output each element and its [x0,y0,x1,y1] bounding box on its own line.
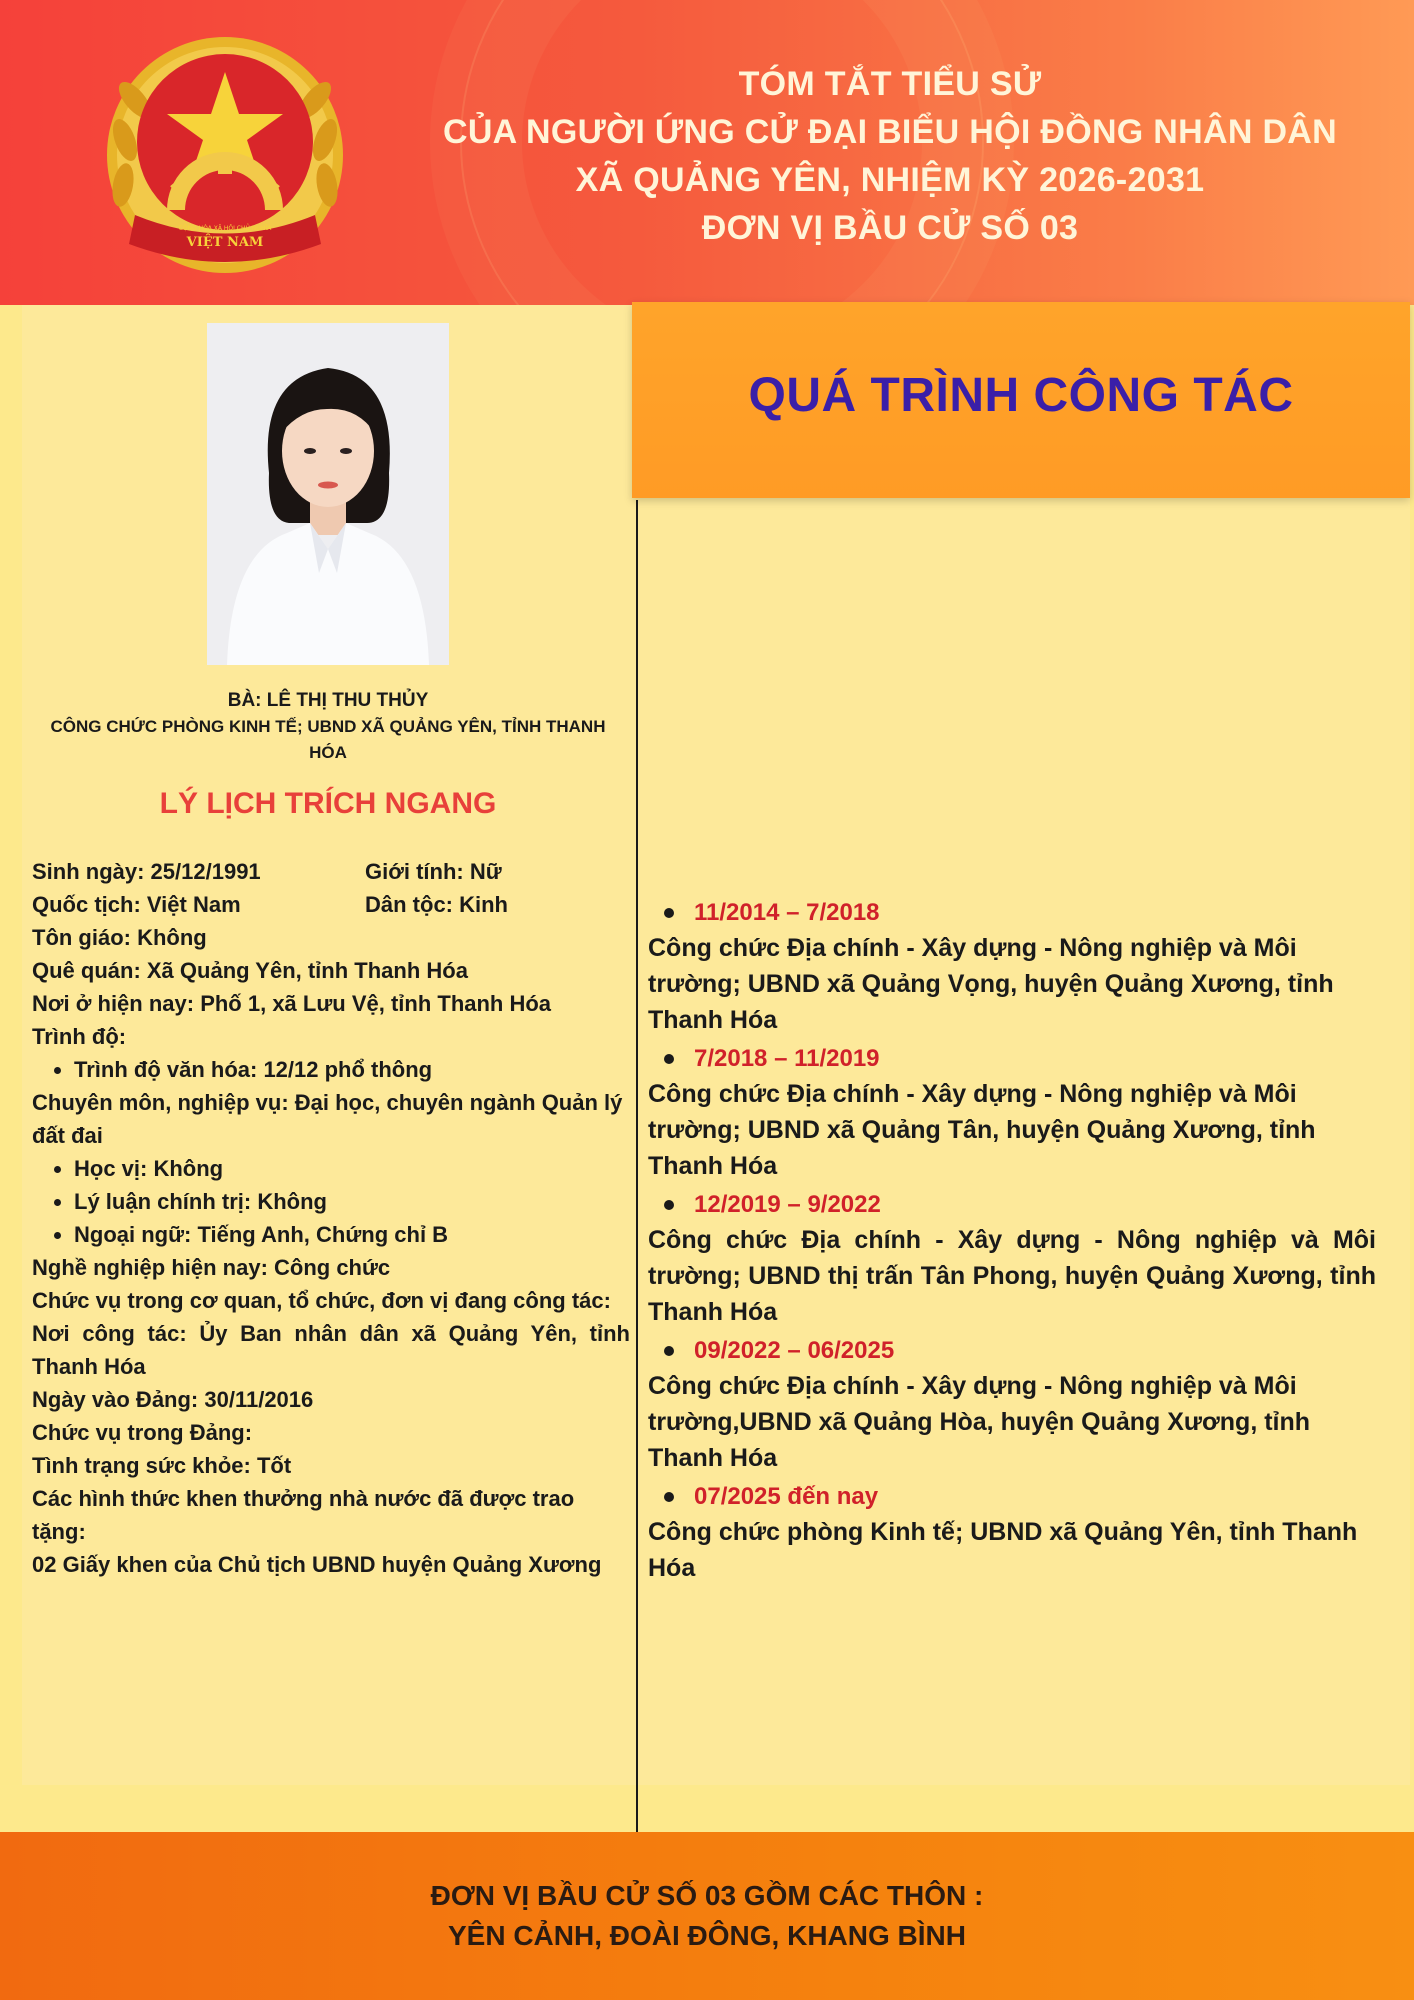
career-period [648,896,1376,930]
candidate-photo [207,323,449,665]
party-join-date: Ngày vào Đảng: 30/11/2016 [32,1387,314,1412]
position: Chức vụ trong cơ quan, tổ chức, đơn vị đang công tác: [32,1288,611,1313]
footer-line-2: YÊN CẢNH, ĐOÀI ĐÔNG, KHANG BÌNH [447,1920,966,1951]
bio-row [32,855,630,888]
period-dates: 12/2019 – 9/2022 [694,1191,881,1218]
title-line-4: ĐƠN VỊ BẦU CỬ SỐ 03 [701,209,1079,247]
column-divider [636,500,638,1832]
foreign-language: • Ngoại ngữ: Tiếng Anh, Chứng chỉ B [74,1218,630,1251]
degree: • Học vị: Không [74,1152,630,1185]
period-dates: 11/2014 – 7/2018 [694,899,880,926]
birth-date: Sinh ngày: 25/12/1991 [32,859,261,884]
period-description: Công chức Địa chính - Xây dựng - Nông nghiệp và Môi trường,UBND xã Quảng Hòa, huyện Quảng Xương, tỉnh Thanh Hóa [648,1372,1311,1472]
bullet-icon [664,1492,674,1502]
period-dates: 7/2018 – 11/2019 [694,1045,880,1072]
period-dates: 09/2022 – 06/2025 [694,1337,895,1364]
svg-text:CỘNG HÒA XÃ HỘI CHỦ NGHĨA: CỘNG HÒA XÃ HỘI CHỦ NGHĨA [178,225,272,232]
specialty: Chuyên môn, nghiệp vụ: Đại học, chuyên ngành Quản lý đất đai [32,1090,623,1148]
period-description: Công chức Địa chính - Xây dựng - Nông nghiệp và Môi trường; UBND thị trấn Tân Phong, huyện Quảng Xương, tỉnh Thanh Hóa [648,1226,1376,1326]
footer-banner [0,1832,1414,2000]
awards: 02 Giấy khen của Chủ tịch UBND huyện Quảng Xương [32,1552,602,1577]
workplace: Nơi công tác: Ủy Ban nhân dân xã Quảng Yên, tỉnh Thanh Hóa [32,1321,630,1379]
period-dates: 07/2025 đến nay [694,1483,879,1510]
bullet-icon [664,908,674,918]
residence: Nơi ở hiện nay: Phố 1, xã Lưu Vệ, tỉnh Thanh Hóa [32,991,552,1016]
health-status: Tình trạng sức khỏe: Tốt [32,1453,292,1478]
document-title [410,60,1370,252]
bio-details [32,855,630,1581]
gender: Giới tính: Nữ [365,859,502,884]
general-education: • Trình độ văn hóa: 12/12 phổ thông [74,1053,630,1086]
period-description: Công chức phòng Kinh tế; UBND xã Quảng Yên, tỉnh Thanh Hóa [648,1518,1358,1582]
nationality: Quốc tịch: Việt Nam [32,892,241,917]
svg-text:VIỆT NAM: VIỆT NAM [186,235,264,250]
bio-section-title: LÝ LỊCH TRÍCH NGANG [159,787,497,820]
bullet-icon [664,1200,674,1210]
header-banner [0,0,1414,305]
career-period [648,1042,1376,1076]
bullet-icon [664,1346,674,1356]
qualification-list [32,1152,630,1251]
title-line-2: CỦA NGƯỜI ỨNG CỬ ĐẠI BIỂU HỘI ĐỒNG NHÂN DÂN [442,113,1338,151]
political-theory: • Lý luận chính trị: Không [74,1185,630,1218]
career-timeline [648,896,1376,1590]
candidate-role: CÔNG CHỨC PHÒNG KINH TẾ; UBND XÃ QUẢNG YÊN, TỈNH THANH HÓA [50,717,606,762]
education-label: Trình độ: [32,1024,127,1049]
bullet-icon [664,1054,674,1064]
education-list [32,1053,630,1086]
awards-label: Các hình thức khen thưởng nhà nước đã được trao tặng: [32,1486,575,1544]
hometown: Quê quán: Xã Quảng Yên, tỉnh Thanh Hóa [32,958,468,983]
ethnicity: Dân tộc: Kinh [365,892,508,917]
career-section-title: QUÁ TRÌNH CÔNG TÁC [748,369,1294,422]
career-period [648,1334,1376,1368]
occupation: Nghề nghiệp hiện nay: Công chức [32,1255,391,1280]
career-period [648,1188,1376,1222]
career-period [648,1480,1376,1514]
period-description: Công chức Địa chính - Xây dựng - Nông nghiệp và Môi trường; UBND xã Quảng Vọng, huyện Quảng Xương, tỉnh Thanh Hóa [648,934,1334,1034]
religion: Tôn giáo: Không [32,925,207,950]
footer-text [0,1876,1414,1956]
candidate-name: BÀ: LÊ THỊ THU THỦY [227,690,429,711]
bio-row [32,888,630,921]
footer-line-1: ĐƠN VỊ BẦU CỬ SỐ 03 GỒM CÁC THÔN : [430,1880,984,1911]
career-header-box [632,302,1410,498]
national-emblem-icon [95,30,355,290]
period-description: Công chức Địa chính - Xây dựng - Nông nghiệp và Môi trường; UBND xã Quảng Tân, huyện Quảng Xương, tỉnh Thanh Hóa [648,1080,1316,1180]
candidate-profile-column [22,305,634,1785]
title-line-3: XÃ QUẢNG YÊN, NHIỆM KỲ 2026-2031 [575,161,1205,199]
title-line-1: TÓM TẮT TIỂU SỬ [738,65,1042,103]
party-position: Chức vụ trong Đảng: [32,1420,253,1445]
